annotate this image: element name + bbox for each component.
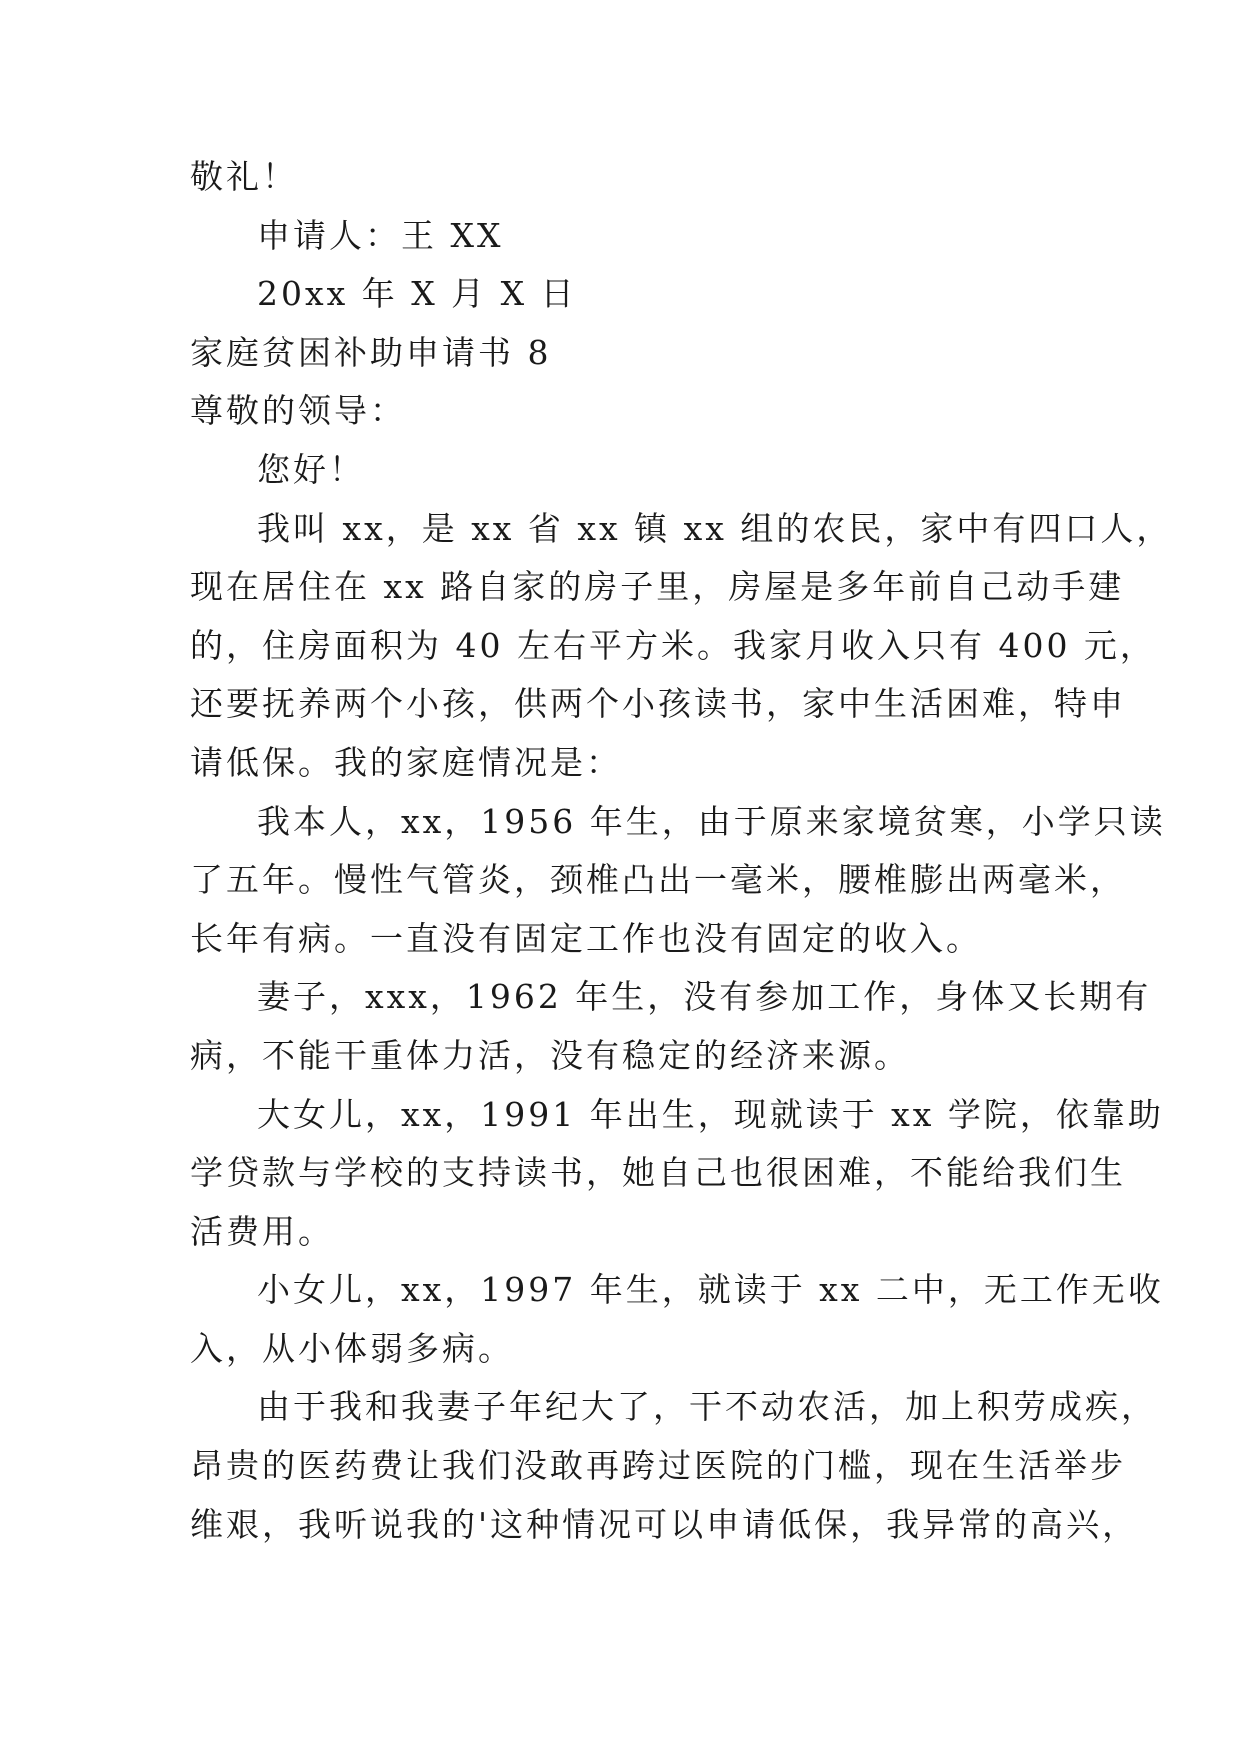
salutation-line: 尊敬的领导：: [190, 391, 406, 431]
paragraph-conclusion: [190, 1378, 1157, 1554]
document-page: [190, 148, 1173, 1554]
date-line: 20xx 年 X 月 X 日: [257, 274, 577, 314]
paragraph-line: 小女儿，xx，1997 年生，就读于 xx 二中，无工作无收: [257, 1270, 1164, 1310]
paragraph-line: 我本人，xx，1956 年生，由于原来家境贫寒，小学只读: [257, 801, 1166, 841]
section-title: 家庭贫困补助申请书 8: [190, 332, 552, 372]
paragraph-self: [190, 793, 1166, 969]
paragraph-line: 请低保。我的家庭情况是：: [190, 742, 622, 782]
paragraph-line: 活费用。: [190, 1211, 334, 1251]
paragraph-line: 现在居住在 xx 路自家的房子里，房屋是多年前自己动手建: [190, 567, 1125, 607]
paragraph-younger-daughter: [190, 1261, 1164, 1378]
closing-line: 敬礼！: [190, 157, 298, 196]
paragraph-line: 的，住房面积为 40 左右平方米。我家月收入只有 400 元，: [190, 625, 1156, 665]
paragraph-line: 维艰，我听说我的'这种情况可以申请低保，我异常的高兴，: [190, 1504, 1139, 1544]
applicant-line: 申请人：王 XX: [257, 215, 504, 255]
paragraph-line: 昂贵的医药费让我们没敢再跨过医院的门槛，现在生活举步: [190, 1446, 1126, 1486]
paragraph-line: 学贷款与学校的支持读书，她自己也很困难，不能给我们生: [190, 1153, 1126, 1193]
paragraph-intro: [190, 500, 1173, 793]
paragraph-line: 还要抚养两个小孩，供两个小孩读书，家中生活困难，特申: [190, 684, 1126, 724]
paragraph-line: 入，从小体弱多病。: [190, 1328, 514, 1368]
paragraph-line: 病，不能干重体力活，没有稳定的经济来源。: [190, 1035, 910, 1075]
paragraph-line: 了五年。慢性气管炎，颈椎凸出一毫米，腰椎膨出两毫米，: [190, 860, 1126, 900]
paragraph-line: 由于我和我妻子年纪大了，干不动农活，加上积劳成疾，: [257, 1387, 1157, 1427]
paragraph-elder-daughter: [190, 1086, 1164, 1262]
paragraph-line: 我叫 xx，是 xx 省 xx 镇 xx 组的农民，家中有四口人，: [257, 508, 1173, 548]
paragraph-line: 妻子，xxx，1962 年生，没有参加工作，身体又长期有: [257, 977, 1152, 1017]
paragraph-line: 大女儿，xx，1991 年出生，现就读于 xx 学院，依靠助: [257, 1094, 1164, 1134]
paragraph-line: 长年有病。一直没有固定工作也没有固定的收入。: [190, 918, 982, 958]
greeting-line: 您好！: [257, 449, 365, 489]
paragraph-wife: [190, 968, 1152, 1085]
